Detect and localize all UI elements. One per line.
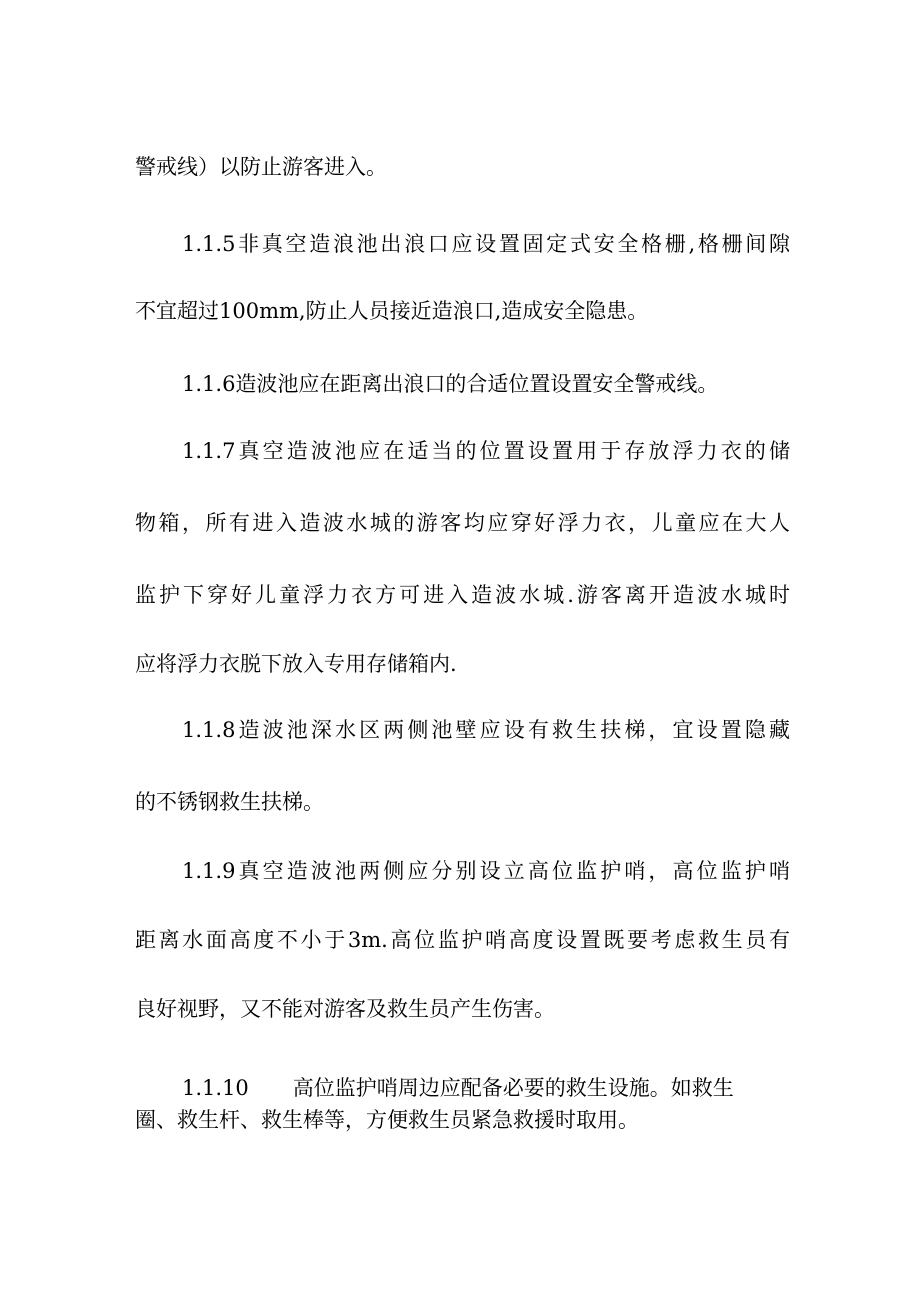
paragraph-1-1-7-line-1: 1.1.7真空造波池应在适当的位置设置用于存放浮力衣的储 — [182, 439, 790, 463]
paragraph-1-1-6-line-1: 1.1.6造波池应在距离出浪口的合适位置设置安全警戒线。 — [182, 372, 719, 396]
paragraph-1-1-10-line-1-text: 高位监护哨周边应配备必要的救生设施。如救生 — [292, 1076, 734, 1100]
paragraph-1-1-10-line-2: 圈、救生杆、救生棒等，方便救生员紧急救援时取用。 — [135, 1108, 639, 1132]
paragraph-1-1-5-line-1: 1.1.5非真空造浪池出浪口应设置固定式安全格栅,格栅间隙 — [182, 232, 790, 256]
paragraph-1-1-8-line-2: 的不锈钢救生扶梯。 — [135, 790, 324, 814]
paragraph-1-1-9-line-1: 1.1.9真空造波池两侧应分别设立高位监护哨，高位监护哨 — [182, 859, 790, 883]
paragraph-1-1-8-line-1: 1.1.8造波池深水区两侧池壁应设有救生扶梯，宜设置隐藏 — [182, 718, 790, 742]
paragraph-1-1-5-line-2: 不宜超过100mm,防止人员接近造浪口,造成安全隐患。 — [135, 299, 649, 323]
section-number: 1.1.10 — [182, 1076, 249, 1100]
paragraph-1-1-4-tail: 警戒线）以防止游客进入。 — [135, 155, 387, 179]
paragraph-1-1-7-line-2: 物箱，所有进入造波水城的游客均应穿好浮力衣，儿童应在大人 — [135, 511, 790, 535]
paragraph-1-1-10-line-1 — [182, 1075, 790, 1101]
paragraph-1-1-7-line-4: 应将浮力衣脱下放入专用存储箱内. — [135, 652, 457, 676]
paragraph-1-1-9-line-2: 距离水面高度不小于3m.高位监护哨高度设置既要考虑救生员有 — [135, 928, 790, 952]
paragraph-1-1-9-line-3: 良好视野，又不能对游客及救生员产生伤害。 — [135, 997, 555, 1021]
paragraph-1-1-7-line-3: 监护下穿好儿童浮力衣方可进入造波水城.游客离开造波水城时 — [135, 583, 790, 607]
